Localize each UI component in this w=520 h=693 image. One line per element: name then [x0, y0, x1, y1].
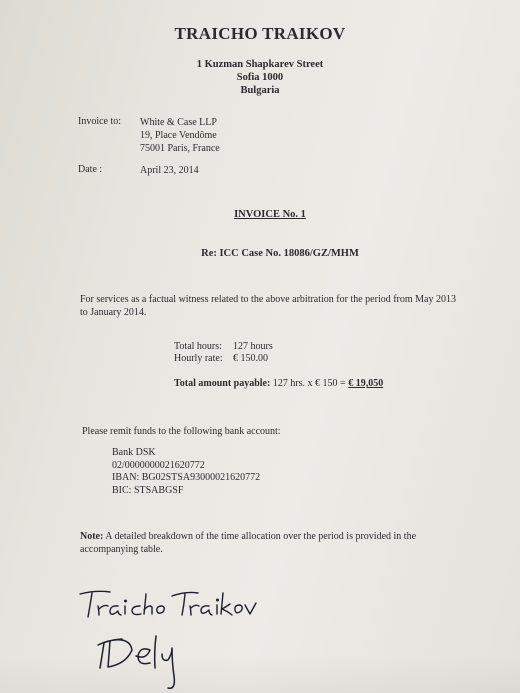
handwritten-name-signature — [80, 591, 256, 617]
sender-city: Sofia 1000 — [236, 72, 284, 83]
bank-bic: BIC: STSABGSF — [112, 484, 184, 496]
bank-iban: IBAN: BG02STSA93000021620772 — [112, 472, 261, 483]
total-hours-value: 127 hours — [233, 341, 273, 352]
invoice-to-label: Invoice to: — [78, 116, 122, 127]
services-description: For services as a factual witness related to the above arbitration for the period from May 2013 to January 2014. — [80, 294, 456, 318]
total-hours-label: Total hours: — [174, 341, 222, 352]
note-text: A detailed breakdown of the time allocation over the period is provided in the accompanying table. — [80, 531, 417, 555]
recipient-street: 19, Place Vendôme — [140, 130, 217, 141]
recipient-name: White & Case LLP — [140, 117, 217, 128]
case-reference: Re: ICC Case No. 18086/GZ/MHM — [201, 248, 359, 259]
sender-name: TRAICHO TRAIKOV — [174, 24, 346, 43]
recipient-city: 75001 Paris, France — [140, 143, 220, 154]
invoice-number: INVOICE No. 1 — [234, 209, 306, 220]
note-label: Note: — [80, 531, 104, 542]
remit-instructions: Please remit funds to the following bank account: — [82, 426, 281, 437]
sender-street: 1 Kuzman Shapkarev Street — [196, 59, 324, 70]
total-calculation: 127 hrs. x € 150 = — [272, 378, 346, 389]
sender-country: Bulgaria — [240, 85, 280, 96]
date-label: Date : — [78, 164, 103, 175]
page-shadow — [0, 653, 520, 693]
hourly-rate-value: € 150.00 — [233, 353, 268, 364]
total-amount: € 19,050 — [348, 378, 384, 389]
hourly-rate-label: Hourly rate: — [174, 353, 223, 364]
bank-name: Bank DSK — [112, 447, 156, 458]
date-value: April 23, 2014 — [140, 165, 199, 176]
total-label: Total amount payable: — [174, 378, 271, 389]
bank-account-number: 02/0000000021620772 — [112, 459, 205, 471]
